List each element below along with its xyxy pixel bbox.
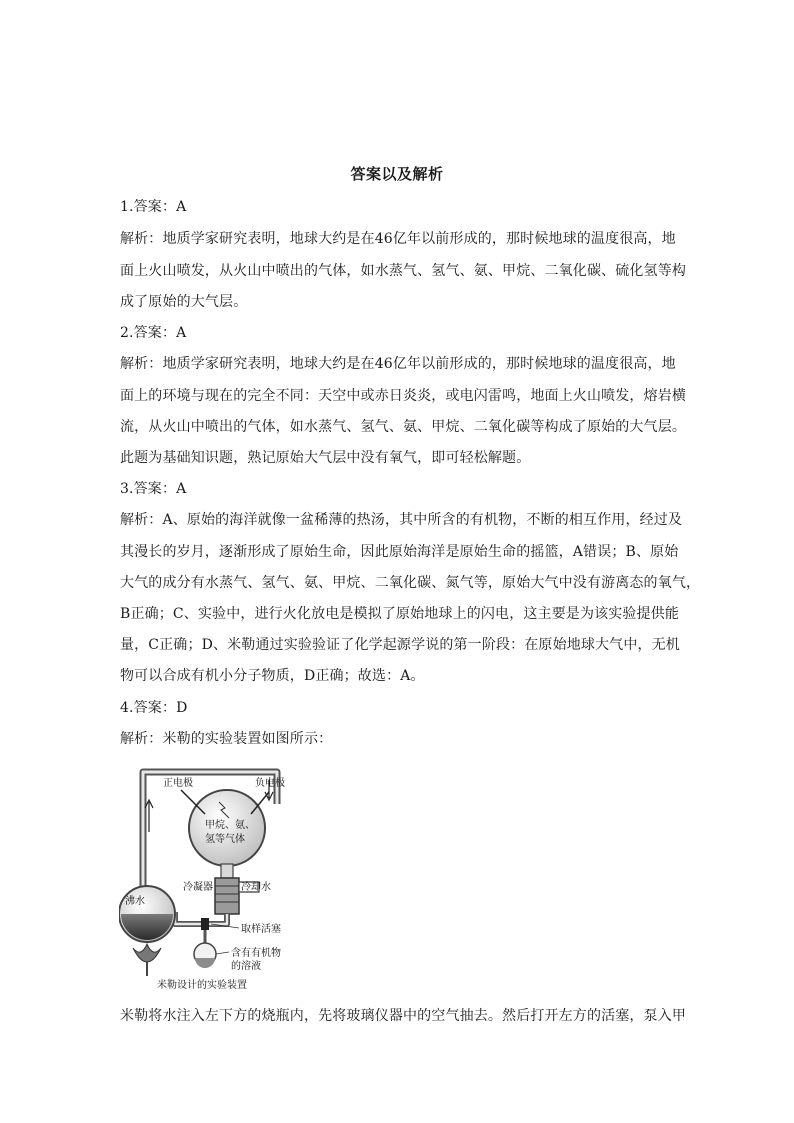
label-gas-line-2: 氢等气体 [205, 834, 245, 845]
label-solution-line-2: 的溶液 [231, 961, 261, 972]
answer-1-heading: 1.答案：A [120, 199, 187, 215]
label-sampling-stopcock: 取样活塞 [241, 924, 281, 935]
figure-caption: 米勒设计的实验装置 [157, 980, 247, 991]
miller-apparatus-diagram [119, 762, 295, 994]
answer-4-heading: 4.答案：D [120, 700, 188, 716]
page-title: 答案以及解析 [350, 165, 444, 183]
sampling-stopcock [201, 918, 209, 930]
label-positive-electrode: 正电极 [163, 778, 193, 789]
analysis-3-line-3: 大气的成分有水蒸气、氢气、氨、甲烷、二氧化碳、氮气等，原始大气中没有游离态的氧气， [120, 575, 701, 591]
label-negative-electrode: 负电极 [255, 778, 285, 789]
answer-3-heading: 3.答案：A [120, 481, 187, 497]
analysis-3-line-5: 量，C正确；D、米勒通过实验验证了化学起源学说的第一阶段：在原始地球大气中，无机 [120, 637, 680, 653]
label-gas-line-1: 甲烷、氨、 [205, 820, 255, 831]
analysis-3-line-4: B正确；C、实验中，进行火化放电是模拟了原始地球上的闪电，这主要是为该实验提供能 [120, 606, 679, 622]
analysis-2-line-4: 此题为基础知识题，熟记原始大气层中没有氧气，即可轻松解题。 [120, 450, 531, 466]
analysis-2-line-3: 流，从火山中喷出的气体，如水蒸气、氢气、氨、甲烷、二氧化碳等构成了原始的大气层。 [120, 419, 686, 435]
analysis-1-line-1: 解析：地质学家研究表明，地球大约是在46亿年以前形成的，那时候地球的温度很高，地 [120, 231, 676, 247]
label-condenser: 冷凝器 [183, 882, 213, 893]
analysis-3-line-2: 其漫长的岁月，逐渐形成了原始生命，因此原始海洋是原始生命的摇篮，A错误；B、原始 [120, 544, 679, 560]
analysis-3-line-1: 解析：A、原始的海洋就像一盆稀薄的热汤，其中所含的有机物，不断的相互作用，经过及 [120, 512, 683, 528]
miller-apparatus-figure [119, 762, 295, 994]
condenser [215, 878, 239, 914]
label-solution-line-1: 含有有机物 [231, 948, 281, 959]
answer-2-heading: 2.答案：A [120, 325, 187, 341]
analysis-4-line-1: 解析：米勒的实验装置如图所示： [120, 731, 333, 747]
label-cooling-water: 冷却水 [241, 882, 271, 893]
analysis-1-line-2: 面上火山喷发，从火山中喷出的气体，如水蒸气、氢气、氨、甲烷、二氧化碳、硫化氢等构 [120, 263, 686, 279]
after-figure-line: 米勒将水注入左下方的烧瓶内，先将玻璃仪器中的空气抽去。然后打开左方的活塞，泵入甲 [120, 1008, 686, 1024]
flask-neck [221, 864, 233, 878]
heater-flame-icon [133, 944, 161, 962]
analysis-2-line-2: 面上的环境与现在的完全不同：天空中或赤日炎炎，或电闪雷鸣，地面上火山喷发，熔岩横 [120, 388, 686, 404]
label-boiling-water: 沸水 [125, 896, 145, 907]
analysis-3-line-6: 物可以合成有机小分子物质，D正确；故选：A。 [120, 668, 425, 684]
analysis-2-line-1: 解析：地质学家研究表明，地球大约是在46亿年以前形成的，那时候地球的温度很高，地 [120, 356, 676, 372]
analysis-1-line-3: 成了原始的大气层。 [120, 294, 248, 310]
